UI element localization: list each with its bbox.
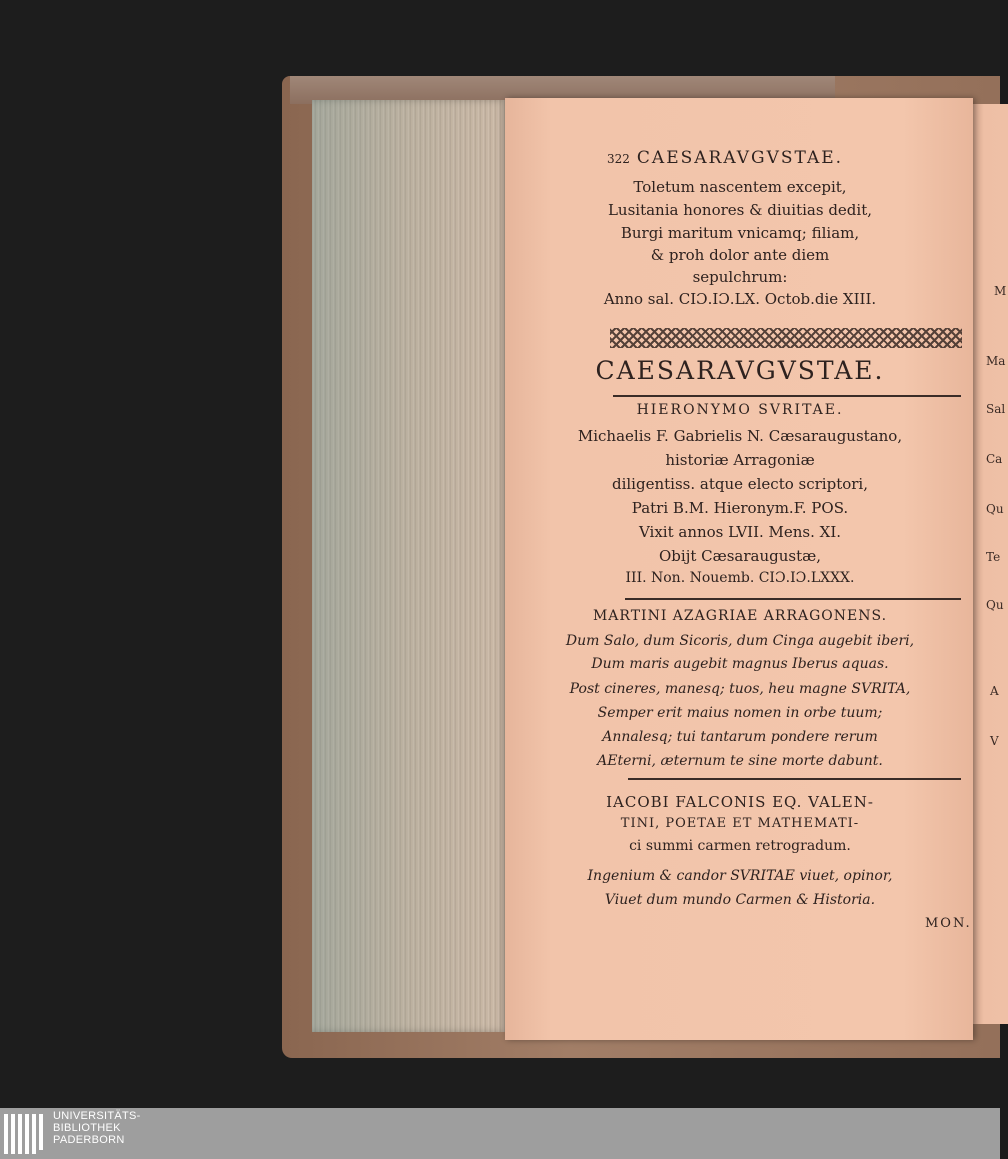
dedication-heading: HIERONYMO SVRITAE.	[636, 402, 844, 418]
next-page-fragment: M	[994, 284, 1007, 298]
text-line: sepulchrum:	[692, 268, 788, 286]
poem-heading: MARTINI AZAGRIAE ARRAGONENS.	[592, 608, 888, 624]
poem-line: Ingenium & candor SVRITAE viuet, opinor,	[587, 868, 893, 884]
page-number: 322	[607, 152, 630, 166]
poem-line: Viuet dum mundo Carmen & Historia.	[604, 892, 876, 908]
logo-text-line: UNIVERSITÄTS-	[53, 1110, 141, 1122]
text-line: diligentiss. atque electo scriptori,	[611, 475, 868, 493]
fore-edge-tint	[312, 100, 507, 1032]
date-line: Anno sal. CIƆ.IƆ.LX. Octob.die XIII.	[603, 290, 877, 308]
date-line: III. Non. Nouemb. CIƆ.IƆ.LXXX.	[625, 570, 855, 586]
next-page-fragment: Te	[986, 550, 1001, 564]
library-footer	[0, 1108, 1000, 1159]
catchword: MON.	[925, 916, 972, 931]
next-page-fragment: Qu	[986, 502, 1004, 516]
section-title: CAESARAVGVSTAE.	[595, 356, 885, 385]
text-line: Burgi maritum vnicamq; filiam,	[620, 224, 860, 242]
next-page-fragment: Sal	[986, 402, 1006, 416]
text-line: & proh dolor ante diem	[650, 246, 830, 264]
next-page-fragment: A	[990, 684, 999, 698]
divider-rule	[625, 598, 961, 600]
divider-rule	[613, 395, 961, 397]
text-line: Vixit annos LVII. Mens. XI.	[638, 523, 842, 541]
text-line: Michaelis F. Gabrielis N. Cæsaraugustano,	[577, 427, 903, 445]
logo-text-line: PADERBORN	[53, 1134, 125, 1146]
text-line: Obijt Cæsaraugustæ,	[659, 547, 821, 565]
poem-line: Post cineres, manesq; tuos, heu magne SVRITA,	[569, 681, 911, 697]
next-page-fragment: V	[990, 734, 999, 748]
page-header	[515, 148, 965, 168]
poem-line: AEterni, æternum te sine morte dabunt.	[597, 753, 883, 769]
text-line: Lusitania honores & diuitias dedit,	[607, 201, 873, 219]
logo-text-line: BIBLIOTHEK	[53, 1122, 121, 1134]
poem-heading: ci summi carmen retrogradum.	[629, 838, 851, 854]
poem-heading: TINI, POETAE ET MATHEMATI-	[620, 816, 860, 831]
next-page-edge	[968, 104, 1008, 1024]
text-line: Patri B.M. Hieronym.F. POS.	[631, 499, 849, 517]
divider-rule	[628, 778, 961, 780]
poem-line: Dum maris augebit magnus Iberus aquas.	[591, 656, 889, 672]
next-page-fragment: Ca	[986, 452, 1003, 466]
poem-heading: IACOBI FALCONIS EQ. VALEN-	[606, 793, 874, 811]
poem-line: Annalesq; tui tantarum pondere rerum	[602, 729, 878, 745]
running-head: CAESARAVGVSTAE.	[636, 148, 844, 168]
poem-line: Dum Salo, dum Sicoris, dum Cinga augebit iberi,	[565, 633, 915, 649]
poem-line: Semper erit maius nomen in orbe tuum;	[597, 705, 883, 721]
next-page-fragment: Ma	[986, 354, 1006, 368]
library-logo-icon	[4, 1112, 46, 1156]
ornament-band	[610, 328, 962, 348]
next-page-fragment: Qu	[986, 598, 1004, 612]
text-line: Toletum nascentem excepit,	[633, 178, 847, 196]
text-line: historiæ Arragoniæ	[665, 451, 815, 469]
